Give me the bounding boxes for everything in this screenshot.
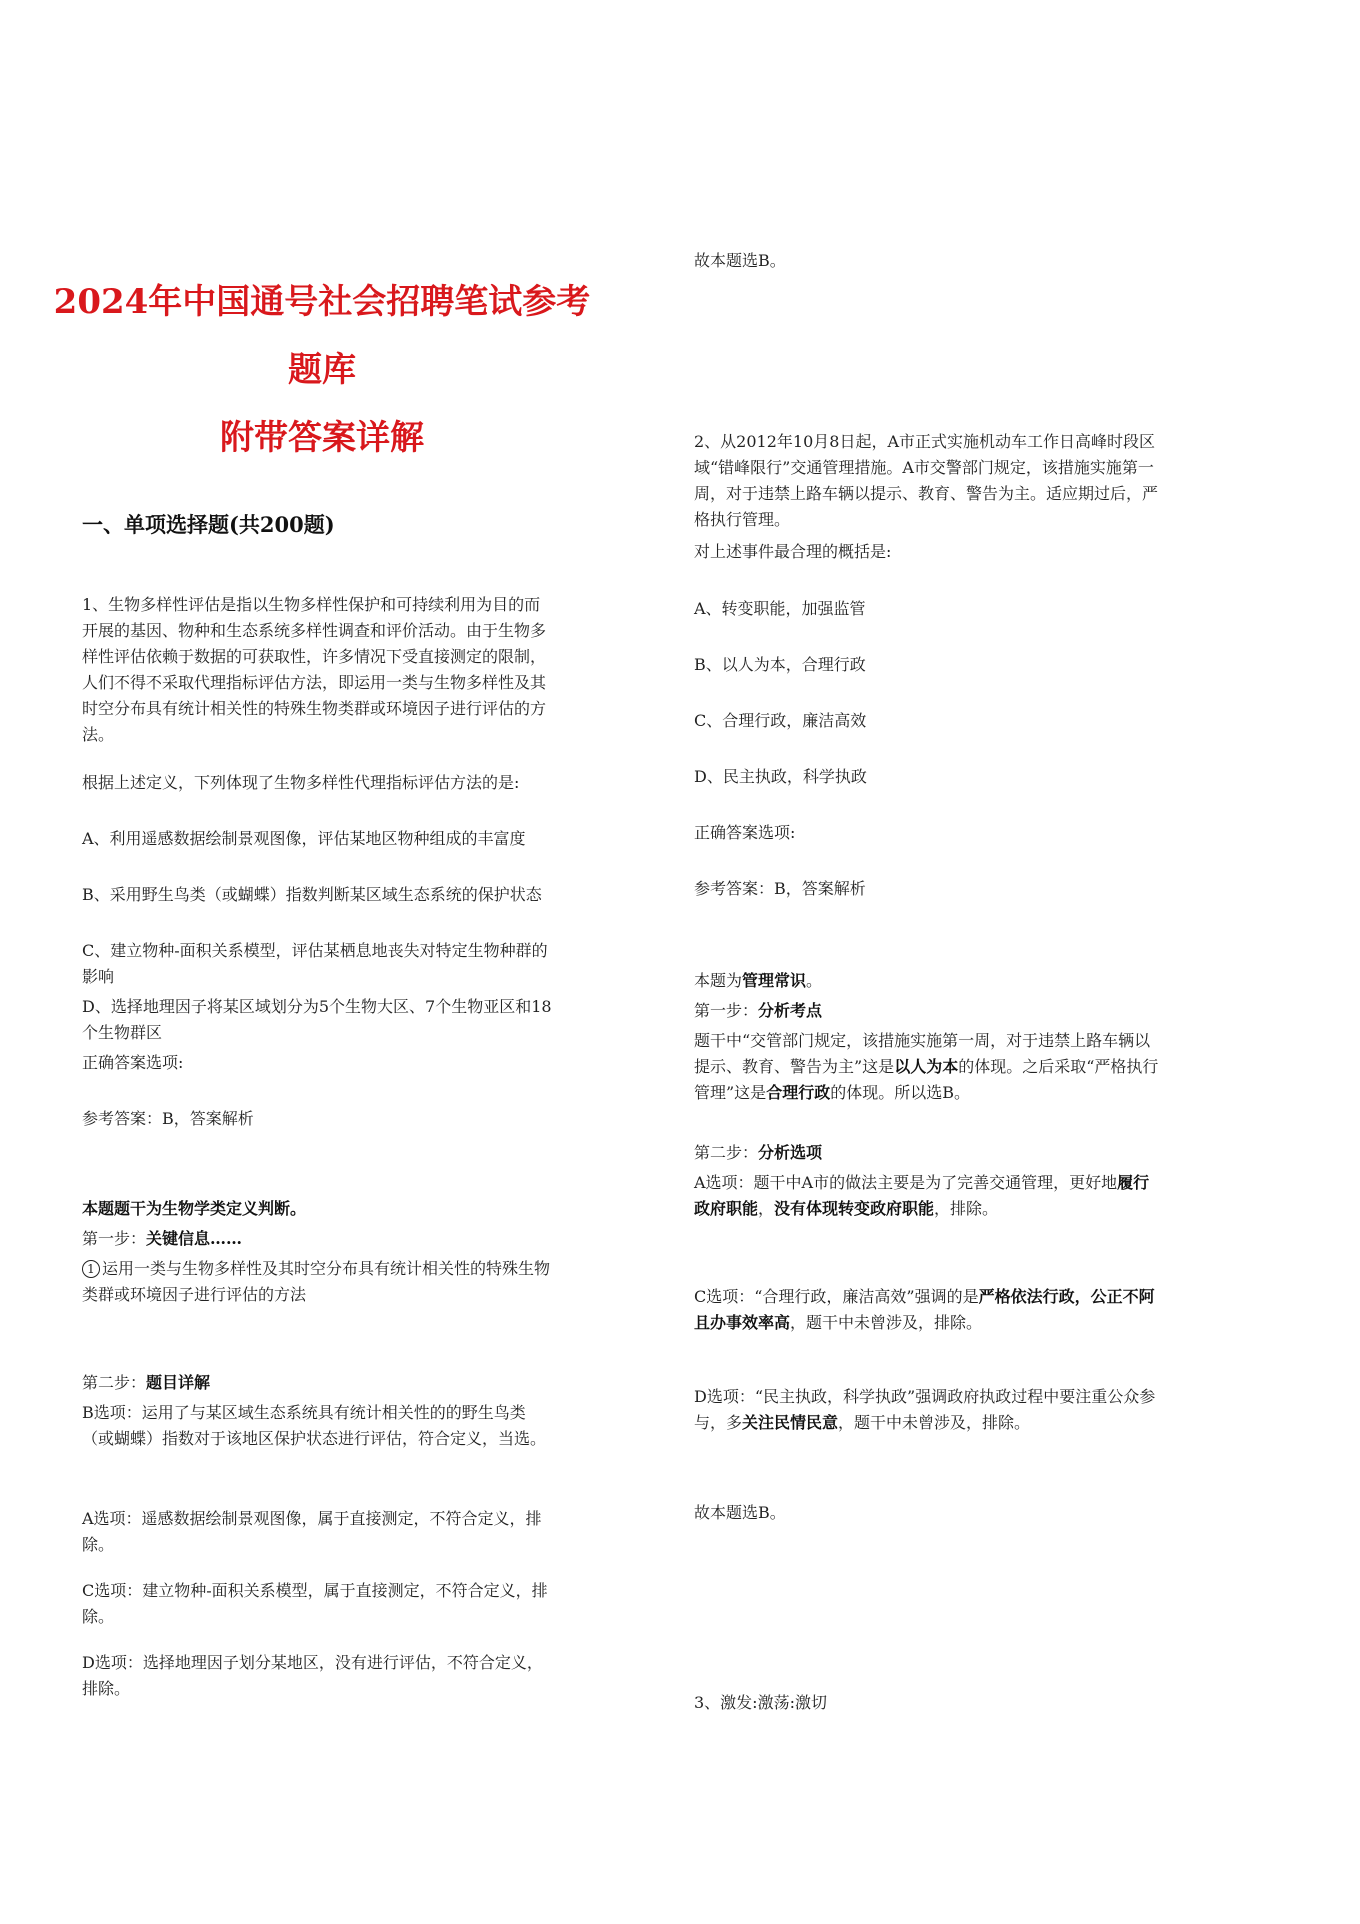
step1-text-3: 的体现。所以选B。 (830, 1083, 970, 1102)
question-1-reference: 参考答案：B，答案解析 (82, 1109, 254, 1128)
a-text-2: ， (758, 1199, 775, 1218)
question-1-stem: 1、生物多样性评估是指以生物多样性保护和可持续利用为目的而开展的基因、物种和生态系统多样性调查和评价活动。由于生物多样性评估依赖于数据的可获取性，许多情况下受直接测定的限制，人们不得不采取代理指标评估方法，即运用一类与生物多样性及其时空分布具有统计相关性的特殊生物类群或环境因子进行评估的方法。 (82, 595, 547, 744)
a-text-3: ，排除。 (934, 1199, 999, 1218)
section-heading: 一、单项选择题(共200题) (82, 512, 335, 537)
step1-bold-1: 以人为本 (894, 1057, 959, 1076)
question-2-option-b: B、以人为本，合理行政 (694, 655, 866, 674)
question-2-step2 (694, 1140, 1164, 1166)
question-2-reference: 参考答案：B，答案解析 (694, 879, 866, 898)
question-2-option-d: D、民主执政，科学执政 (694, 767, 867, 786)
question-1-option-a: A、利用遥感数据绘制景观图像，评估某地区物种组成的丰富度 (82, 829, 526, 848)
d-text-2: ，题干中未曾涉及，排除。 (838, 1413, 1031, 1432)
question-1-option-c-analysis: C选项：建立物种-面积关系模型，属于直接测定，不符合定义，排除。 (82, 1581, 548, 1626)
question-2-correct-label: 正确答案选项: (694, 823, 796, 842)
title-line-1: 2024年中国通号社会招聘笔试参考题库 (53, 282, 591, 390)
question-2-option-a: A、转变职能，加强监管 (694, 599, 866, 618)
question-2-stem: 2、从2012年10月8日起，A市正式实施机动车工作日高峰时段区域“错峰限行”交通管理措施。A市交警部门规定，该措施实施第一周，对于违禁上路车辆以提示、教育、警告为主。适应期过后，严格执行管理。 (694, 432, 1159, 529)
question-1-analysis-intro: 本题题干为生物学类定义判断。 (82, 1199, 307, 1218)
question-3-stem: 3、激发:激荡:激切 (694, 1693, 827, 1712)
question-1-option-b: B、采用野生鸟类（或蝴蝶）指数判断某区域生态系统的保护状态 (82, 885, 542, 904)
question-1-option-b-analysis: B选项：运用了与某区域生态系统具有统计相关性的的野生鸟类（或蝴蝶）指数对于该地区保护状态进行评估，符合定义，当选。 (82, 1403, 547, 1448)
step2-title: 分析选项 (758, 1143, 823, 1162)
document-title (42, 268, 602, 472)
step1-text-1: 题干中“交管部门规定，该措施实施第一周，对于违禁上路车辆以提示、教育、警告为主”这是 (694, 1031, 1151, 1076)
question-2-option-a-analysis (694, 1170, 1164, 1222)
question-1-option-c: C、建立物种-面积关系模型，评估某栖息地丧失对特定生物种群的影响 (82, 941, 548, 986)
question-1-correct-label: 正确答案选项: (82, 1053, 184, 1072)
a-bold-1: 履行政府职能 (694, 1173, 1150, 1218)
c-text-2: ，题干中未曾涉及，排除。 (790, 1313, 983, 1332)
intro-pre: 本题为 (694, 971, 743, 990)
question-2-option-c: C、合理行政，廉洁高效 (694, 711, 867, 730)
question-1-key-info (82, 1256, 552, 1308)
question-2-step1 (694, 998, 1164, 1024)
a-bold-2: 没有体现转变政府职能 (774, 1199, 935, 1218)
key-info-text: 运用一类与生物多样性及其时空分布具有统计相关性的特殊生物类群或环境因子进行评估的方法 (82, 1259, 551, 1304)
question-2-option-c-analysis (694, 1284, 1164, 1336)
step1-title: 分析考点 (758, 1001, 823, 1020)
question-1-option-a-analysis: A选项：遥感数据绘制景观图像，属于直接测定，不符合定义，排除。 (82, 1509, 542, 1554)
c-bold-1: 严格依法行政，公正不阿且办事效率高 (694, 1287, 1155, 1332)
step1-text-2: 的体现。之后采取“严格执行管理”这是 (694, 1057, 1159, 1102)
step2-prefix: 第二步： (82, 1373, 147, 1392)
question-2-conclusion: 故本题选B。 (694, 1503, 786, 1522)
question-2-prompt: 对上述事件最合理的概括是: (694, 542, 892, 561)
intro-post: 。 (806, 971, 823, 990)
question-1-option-d: D、选择地理因子将某区域划分为5个生物大区、7个生物亚区和18个生物群区 (82, 997, 552, 1042)
step2-prefix: 第二步： (694, 1143, 759, 1162)
question-1-step2 (82, 1370, 552, 1396)
d-text-1: D选项：“民主执政，科学执政”强调政府执政过程中要注重公众参与，多 (694, 1387, 1156, 1432)
question-1-step1 (82, 1226, 552, 1252)
a-text-1: A选项：题干中A市的做法主要是为了完善交通管理，更好地 (694, 1173, 1118, 1192)
question-2-option-d-analysis (694, 1384, 1164, 1436)
question-2-analysis-intro (694, 968, 1164, 994)
step1-prefix: 第一步： (694, 1001, 759, 1020)
question-2-step1-text (694, 1028, 1164, 1106)
d-bold-1: 关注民情民意 (742, 1413, 839, 1432)
c-text-1: C选项：“合理行政，廉洁高效”强调的是 (694, 1287, 979, 1306)
title-line-2: 附带答案详解 (220, 418, 424, 458)
step1-bold-2: 合理行政 (766, 1083, 831, 1102)
question-1-conclusion: 故本题选B。 (694, 251, 786, 270)
step1-title: 关键信息…… (146, 1229, 243, 1248)
circled-number-marker: 1 (82, 1260, 100, 1278)
step2-title: 题目详解 (146, 1373, 211, 1392)
step1-prefix: 第一步： (82, 1229, 147, 1248)
question-1-prompt: 根据上述定义，下列体现了生物多样性代理指标评估方法的是: (82, 773, 520, 792)
question-1-option-d-analysis: D选项：选择地理因子划分某地区，没有进行评估，不符合定义，排除。 (82, 1653, 543, 1698)
intro-topic: 管理常识 (742, 971, 807, 990)
